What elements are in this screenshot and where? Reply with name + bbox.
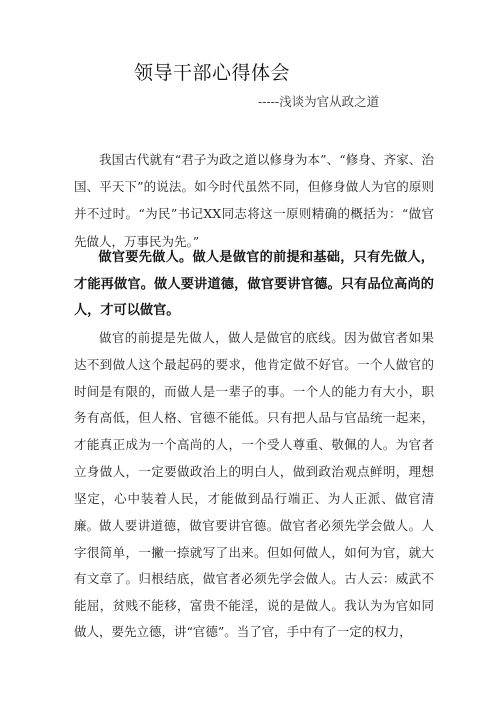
document-subtitle: -----浅谈为官从政之道 xyxy=(258,94,380,109)
document-title: 领导干部心得体会 xyxy=(134,62,291,84)
paragraph-bold-thesis: 做官要先做人。做人是做官的前提和基础，只有先做人，才能再做官。做人要讲道德，做官要讲官德。只有品位高尚的人，才可以做官。 xyxy=(74,250,434,318)
paragraph-body-2: 做人要讲道德，做官要讲官德。做官者必须先学会做人。人字很简单，一撇一捺就写了出来。但如何做人，如何为官，就大有文章了。归根结底，做官者必须先学会做人。古人云：威武不能屈，贫贱不能移，富贵不能淫，说的是做人。我认为为官如同做人，要先立德，讲“官德”。当了官，手中有了一定的权力， xyxy=(74,518,434,640)
paragraph-body-1: 做官的前提是先做人，做人是做官的底线。因为做官者如果达不到做人这个最起码的要求，他肯定做不好官。一个人做官的时间是有限的，而做人是一辈子的事。一个人的能力有大小，职务有高低，但人格、官德不能低。只有把人品与官品统一起来，才能真正成为一个高尚的人，一个受人尊重、敬佩的人。为官者立身做人，一定要做政治上的明白人，做到政治观点鲜明，理想坚定，心中装着人民，才能做到品行端正、为人正派、做官清廉。 xyxy=(74,330,434,533)
paragraph-intro: 我国古代就有“君子为政之道以修身为本”、“修身、齐家、治国、平天下”的说法。如今时代虽然不同，但修身做人为官的原则并不过时。“为民”书记XX同志将这一原则精确的概括为：“做官先做人，万事民为先。” xyxy=(74,152,434,249)
